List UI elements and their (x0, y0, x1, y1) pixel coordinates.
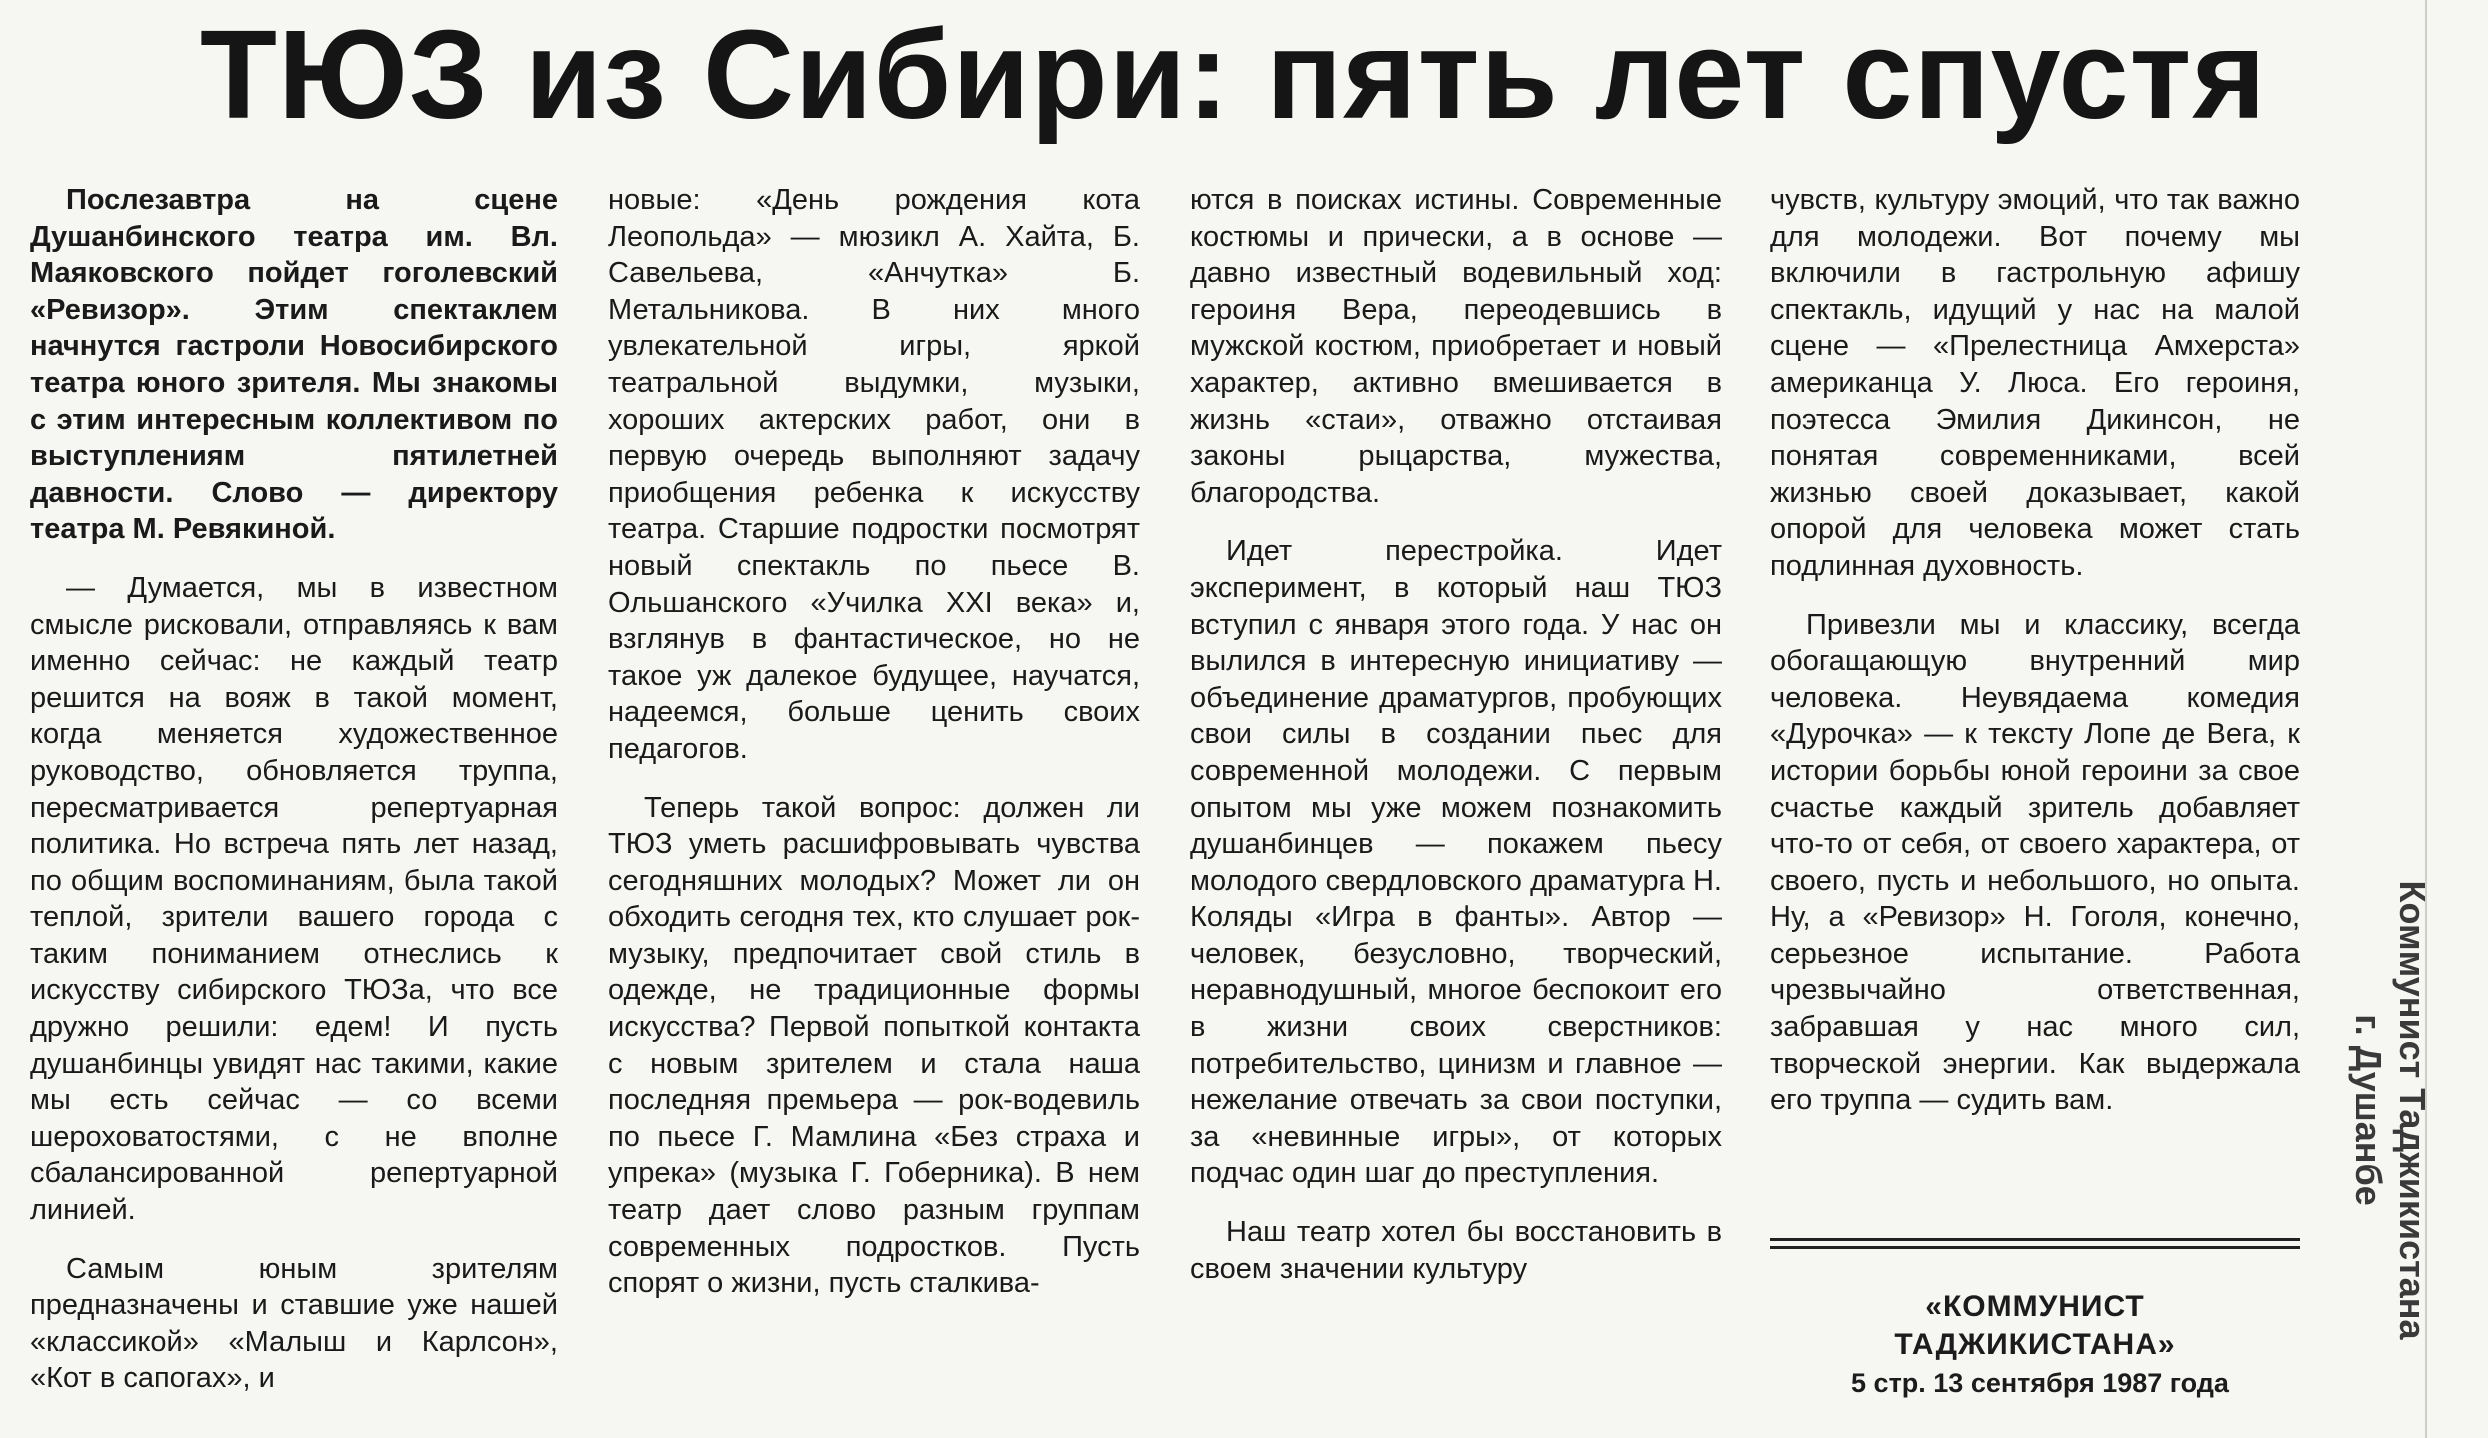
headline: ТЮЗ из Сибири: пять лет спустя (200, 4, 2267, 145)
column-3-paragraph-2: Идет перестройка. Идет эксперимент, в который наш ТЮЗ вступил с января этого года. У нас он вылился в интересную инициативу — объединение драматургов, пробующих свои силы в создании пьес для современной молодежи. С первым опытом мы уже можем познакомить душанбинцев — покажем пьесу молодого свердловского драматурга Н. Коляды «Игра в фанты». Автор — человек, безусловно, творческий, неравнодушный, многое беспокоит его в жизни своих сверстников: потребительство, цинизм и главное — нежелание отвечать за свои поступки, за «невинные игры», от которых подчас один шаг до преступления. (1190, 535, 1722, 1190)
column-1-paragraph-2: Самым юным зрителям предназначены и ставшие уже нашей «классикой» «Малыш и Карлсон», «Кот в сапогах», и (30, 1252, 558, 1395)
column-3-paragraph-3: Наш театр хотел бы восстановить в своем значении культуру (1190, 1216, 1722, 1285)
source-rule-top (1770, 1238, 2300, 1241)
article-column-1 (30, 182, 558, 1397)
article-column-2 (608, 182, 1140, 1302)
stamp-line-2: г. Душанбе (2348, 1014, 2389, 1206)
source-name-line-2: ТАДЖИКИСТАНА» (1894, 1328, 2176, 1361)
article-column-4 (1770, 182, 2300, 1119)
source-rule-bottom (1770, 1246, 2300, 1249)
article-column-3 (1190, 182, 1722, 1287)
column-1-paragraph-1: — Думается, мы в известном смысле рисковали, отправляясь к вам именно сейчас: не каждый театр решится на вояж в такой момент, когда меняется художественное руководство, обновляется труппа, пересматривается репертуарная политика. Но встреча пять лет назад, по общим воспоминаниям, была такой теплой, зрители вашего города с таким пониманием отнеслись к искусству сибирского ТЮЗа, что все дружно решили: едем! И пусть душанбинцы увидят нас такими, какие мы есть сейчас — со всеми шероховатостями, с не вполне сбалансированной репертуарной линией. (30, 571, 558, 1227)
column-4-paragraph-2: Привезли мы и классику, всегда обогащающую внутренний мир человека. Неувядаема комедия «Дурочка» — к тексту Лопе де Вега, к истории борьбы юной героини за свое счастье каждый зритель добавляет что-то от себя, от своего характера, от своего, пусть и небольшого, но опыта. Ну, а «Ревизор» Н. Гоголя, конечно, серьезное испытание. Работа чрезвычайно ответственная, забравшая у нас много сил, творческой энергии. Как выдержала его труппа — судить вам. (1770, 608, 2300, 1117)
column-3-paragraph-1: ются в поисках истины. Современные костюмы и прически, а в основе — давно известный водевильный ход: героиня Вера, переодевшись в мужской костюм, приобретает и новый характер, активно вмешивается в жизнь «стаи», отважно отстаивая законы рыцарства, мужества, благородства. (1190, 184, 1722, 509)
source-name-line-1: «КОММУНИСТ (1925, 1290, 2145, 1323)
archive-stamp-text (2346, 880, 2434, 1339)
lead-paragraph: Послезавтра на сцене Душанбинского театра им. Вл. Маяковского пойдет гоголевский «Ревизор». Этим спектаклем начнутся гастроли Новосибирского театра юного зрителя. Мы знакомы с этим интересным коллективом по выступлениям пятилетней давности. Слово — директору театра М. Ревякиной. (30, 184, 558, 546)
column-2-paragraph-2: Теперь такой вопрос: должен ли ТЮЗ уметь расшифровывать чувства сегодняшних молодых? Может ли он обходить сегодня тех, кто слушает рок-музыку, предпочитает свой стиль в одежде, не традиционные формы искусства? Первой попыткой контакта с новым зрителем и стала наша последняя премьера — рок-водевиль по пьесе Г. Мамлина «Без страха и упрека» (музыка Г. Гоберника). В нем театр дает слово разным группам современных подростков. Пусть спорят о жизни, пусть сталкива- (608, 791, 1140, 1300)
publication-dateline: 5 стр. 13 сентября 1987 года (1851, 1368, 2229, 1398)
column-4-paragraph-1: чувств, культуру эмоций, что так важно для молодежи. Вот почему мы включили в гастрольную афишу спектакль, идущий у нас на малой сцене — «Прелестница Амхерста» американца У. Люса. Его героиня, поэтесса Эмилия Дикинсон, не понятая современниками, всей жизнью своей доказывает, какой опорой для человека может стать подлинная духовность. (1770, 184, 2300, 582)
archive-stamp (2330, 880, 2450, 1340)
stamp-line-1: Коммунист Таджикистана (2392, 880, 2433, 1340)
column-2-paragraph-1: новые: «День рождения кота Леопольда» — мюзикл А. Хайта, Б. Савельева, «Анчутка» Б. Метальникова. В них много увлекательной игры, яркой театральной выдумки, музыки, хороших актерских работ, они в первую очередь выполняют задачу приобщения ребенка к искусству театра. Старшие подростки посмотрят новый спектакль по пьесе В. Ольшанского «Училка XXI века» и, взглянув в фантастическое, но не такое уж далекое будущее, научатся, надеемся, больше ценить своих педагогов. (608, 184, 1140, 765)
